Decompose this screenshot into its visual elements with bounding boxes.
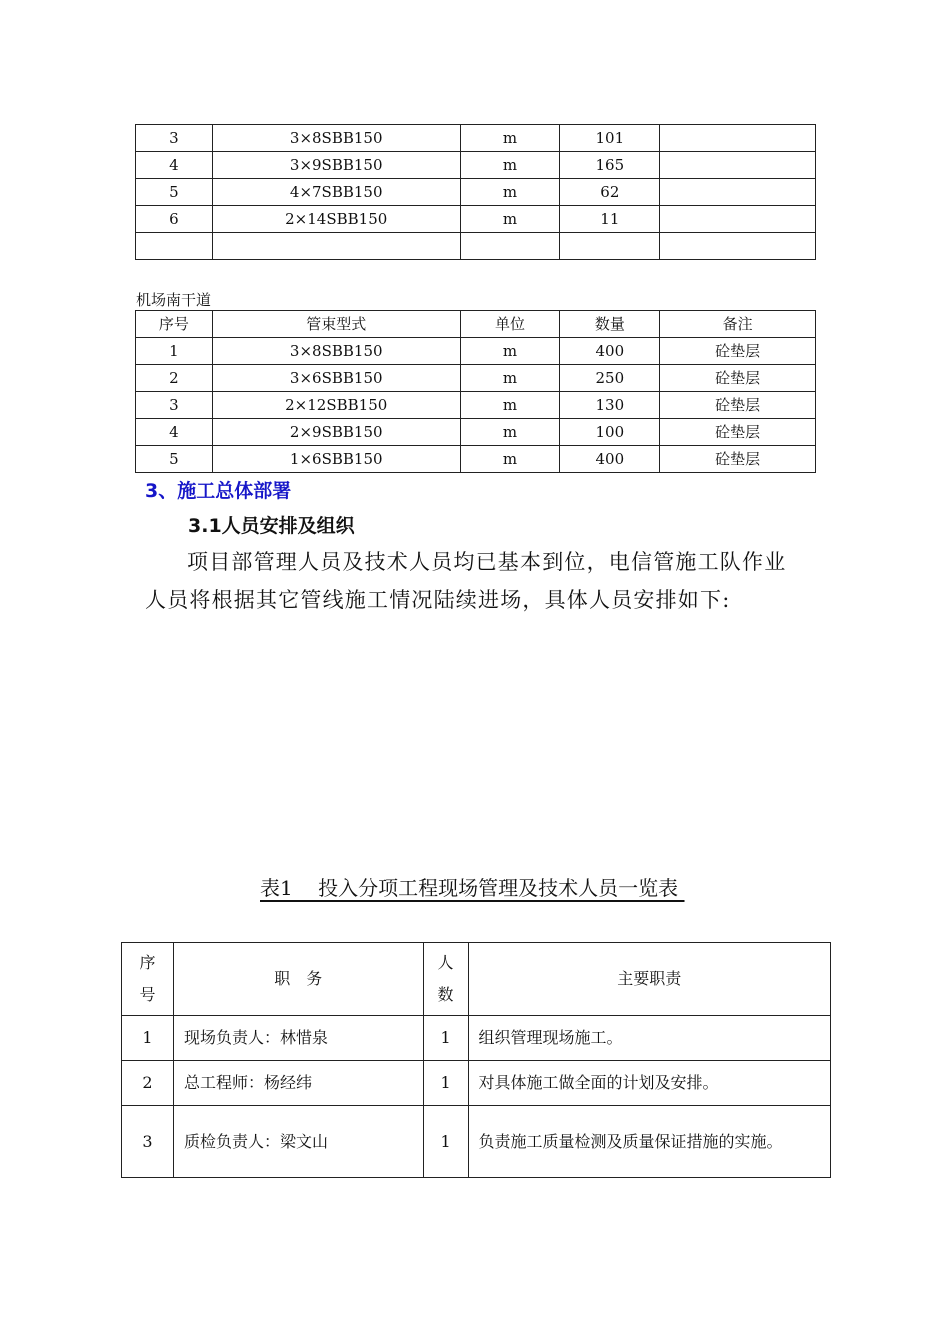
- cell-note: [660, 233, 816, 260]
- cell-seq: 3: [136, 125, 213, 152]
- cell-type: 3×6SBB150: [212, 365, 460, 392]
- cell-note: 砼垫层: [660, 446, 816, 473]
- table-row: [122, 1016, 831, 1061]
- body-paragraph: [145, 543, 815, 619]
- table-row: [136, 392, 816, 419]
- header-count-line: 人: [437, 953, 454, 972]
- cell-duty: 对具体施工做全面的计划及安排。: [468, 1061, 830, 1106]
- header-count: [423, 943, 468, 1016]
- cell-note: 砼垫层: [660, 365, 816, 392]
- cell-unit: [460, 233, 560, 260]
- cell-type: [212, 233, 460, 260]
- cell-type: 4×7SBB150: [212, 179, 460, 206]
- cell-seq: [136, 233, 213, 260]
- table-header-row: [136, 311, 816, 338]
- table-row: [136, 338, 816, 365]
- cell-seq: 3: [122, 1106, 174, 1178]
- table-row: [136, 365, 816, 392]
- cell-note: [660, 125, 816, 152]
- cell-seq: 3: [136, 392, 213, 419]
- cell-type: 2×12SBB150: [212, 392, 460, 419]
- cell-seq: 2: [136, 365, 213, 392]
- cell-qty: 130: [560, 392, 660, 419]
- cell-seq: 4: [136, 152, 213, 179]
- cell-unit: m: [460, 419, 560, 446]
- cell-type: 2×9SBB150: [212, 419, 460, 446]
- header-note: 备注: [660, 311, 816, 338]
- cell-note: [660, 179, 816, 206]
- cell-duty: 组织管理现场施工。: [468, 1016, 830, 1061]
- table-row: [136, 206, 816, 233]
- staff-table: [121, 942, 831, 1178]
- cell-qty: 100: [560, 419, 660, 446]
- cell-duty: 负责施工质量检测及质量保证措施的实施。: [468, 1106, 830, 1178]
- cell-seq: 2: [122, 1061, 174, 1106]
- cell-qty: [560, 233, 660, 260]
- table-row: [136, 233, 816, 260]
- cell-note: [660, 206, 816, 233]
- cell-qty: 101: [560, 125, 660, 152]
- pipe-bundle-table-continued: [135, 124, 816, 260]
- header-qty: 数量: [560, 311, 660, 338]
- header-seq-line: 号: [139, 985, 156, 1004]
- cell-type: 3×9SBB150: [212, 152, 460, 179]
- cell-unit: m: [460, 125, 560, 152]
- subsection-heading-3-1: 3.1人员安排及组织: [188, 515, 355, 537]
- pipe-bundle-table-south: [135, 310, 816, 473]
- cell-qty: 11: [560, 206, 660, 233]
- cell-type: 3×8SBB150: [212, 125, 460, 152]
- cell-seq: 1: [122, 1016, 174, 1061]
- cell-qty: 400: [560, 338, 660, 365]
- paragraph-line: 人员将根据其它管线施工情况陆续进场，具体人员安排如下:: [145, 588, 731, 612]
- cell-position: 现场负责人：林惜泉: [173, 1016, 423, 1061]
- cell-qty: 165: [560, 152, 660, 179]
- cell-position: 总工程师：杨经纬: [173, 1061, 423, 1106]
- header-seq-line: 序: [139, 953, 156, 972]
- section-heading-3: 3、施工总体部署: [145, 480, 292, 502]
- header-type: 管束型式: [212, 311, 460, 338]
- cell-qty: 62: [560, 179, 660, 206]
- table-row: [122, 1106, 831, 1178]
- cell-note: [660, 152, 816, 179]
- cell-unit: m: [460, 446, 560, 473]
- cell-qty: 250: [560, 365, 660, 392]
- cell-qty: 400: [560, 446, 660, 473]
- cell-unit: m: [460, 152, 560, 179]
- cell-unit: m: [460, 365, 560, 392]
- cell-position: 质检负责人：梁文山: [173, 1106, 423, 1178]
- table-row: [136, 419, 816, 446]
- cell-seq: 5: [136, 179, 213, 206]
- header-unit: 单位: [460, 311, 560, 338]
- table-row: [136, 179, 816, 206]
- section-label: 机场南干道: [136, 291, 212, 309]
- paragraph-line: 项目部管理人员及技术人员均已基本到位，电信管施工队作业: [187, 550, 787, 574]
- header-position: 职 务: [173, 943, 423, 1016]
- table-row: [136, 125, 816, 152]
- cell-type: 1×6SBB150: [212, 446, 460, 473]
- cell-type: 2×14SBB150: [212, 206, 460, 233]
- cell-note: 砼垫层: [660, 338, 816, 365]
- cell-type: 3×8SBB150: [212, 338, 460, 365]
- table1-caption: 表1 投入分项工程现场管理及技术人员一览表: [260, 876, 685, 900]
- table-row: [136, 152, 816, 179]
- table-header-row: [122, 943, 831, 1016]
- cell-unit: m: [460, 338, 560, 365]
- header-duty: 主要职责: [468, 943, 830, 1016]
- cell-count: 1: [423, 1106, 468, 1178]
- cell-unit: m: [460, 206, 560, 233]
- header-count-line: 数: [437, 985, 454, 1004]
- cell-seq: 5: [136, 446, 213, 473]
- cell-unit: m: [460, 392, 560, 419]
- table-row: [136, 446, 816, 473]
- cell-unit: m: [460, 179, 560, 206]
- cell-seq: 1: [136, 338, 213, 365]
- cell-seq: 6: [136, 206, 213, 233]
- header-seq: [122, 943, 174, 1016]
- cell-count: 1: [423, 1061, 468, 1106]
- cell-count: 1: [423, 1016, 468, 1061]
- table-row: [122, 1061, 831, 1106]
- header-seq: 序号: [136, 311, 213, 338]
- cell-seq: 4: [136, 419, 213, 446]
- cell-note: 砼垫层: [660, 392, 816, 419]
- cell-note: 砼垫层: [660, 419, 816, 446]
